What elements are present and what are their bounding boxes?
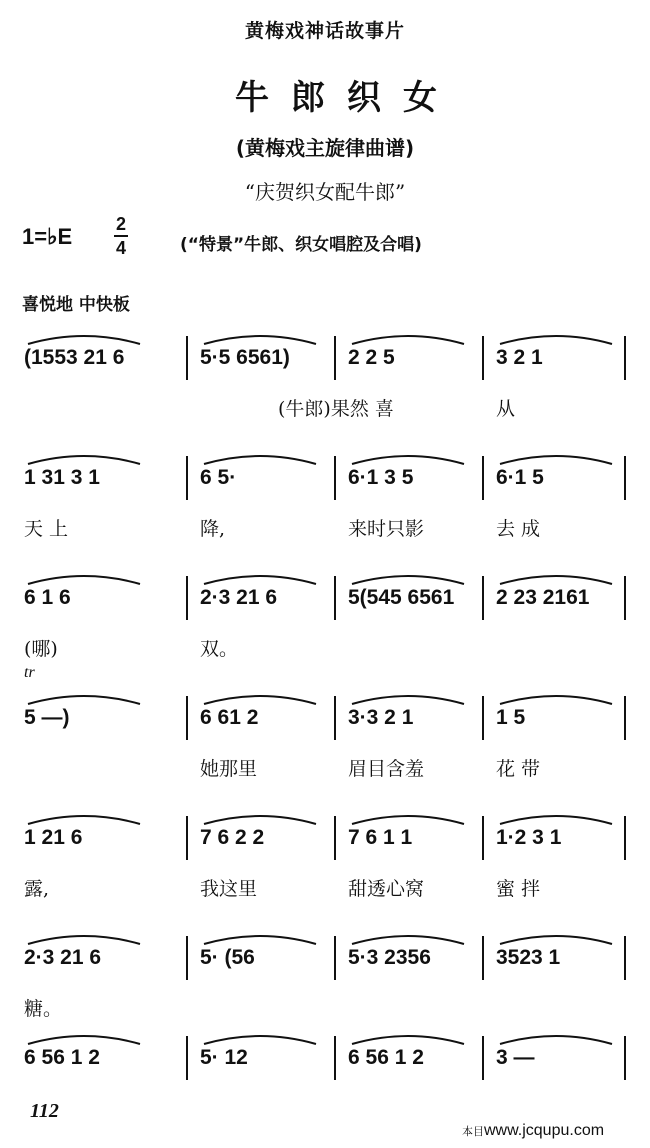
bar-line <box>482 1036 484 1080</box>
slur-marks <box>18 1030 638 1050</box>
measure-notes: 3523 1 <box>496 946 561 969</box>
measure-notes: 3 2 1 <box>496 346 543 369</box>
slur <box>28 576 140 584</box>
slur-marks <box>18 450 638 470</box>
measure-lyrics: 从 <box>496 398 516 420</box>
bar-line <box>482 576 484 620</box>
slur <box>204 816 316 824</box>
measure-lyrics: (哪) <box>24 638 58 660</box>
slur <box>500 456 612 464</box>
slur-marks <box>18 690 638 710</box>
slur <box>28 696 140 704</box>
measure-notes: 2 23 2161 <box>496 586 590 609</box>
slur <box>352 456 464 464</box>
slur <box>28 816 140 824</box>
bar-line <box>624 456 626 500</box>
measure-notes: 1 31 3 1 <box>24 466 100 489</box>
key-signature: 1=♭E <box>22 224 73 249</box>
slur <box>204 936 316 944</box>
measure-lyrics: 甜透心窝 <box>348 878 425 900</box>
bar-line <box>482 456 484 500</box>
slur <box>500 696 612 704</box>
measure-lyrics: 眉目含羞 <box>348 758 425 780</box>
measure-lyrics: 蜜 拌 <box>496 878 541 900</box>
score-line <box>18 330 638 420</box>
scene-title: “庆贺织女配牛郎” <box>244 180 406 204</box>
slur <box>204 1036 316 1044</box>
measure-notes: 5 —) <box>24 706 70 729</box>
measure-lyrics: 她那里 <box>200 758 258 780</box>
bar-line <box>482 336 484 380</box>
bar-line <box>624 936 626 980</box>
slur <box>204 336 316 344</box>
subtitle: (黄梅戏主旋律曲谱) <box>235 136 415 160</box>
watermark-site: www.jcqupu.com <box>484 1122 605 1139</box>
trill-mark: tr <box>24 664 35 681</box>
slur <box>352 696 464 704</box>
measure-notes: 1 21 6 <box>24 826 83 849</box>
slur <box>352 1036 464 1044</box>
bar-line <box>482 696 484 740</box>
bar-line <box>186 936 188 980</box>
score-line <box>18 664 638 780</box>
slur <box>500 576 612 584</box>
measure-notes: 7 6 2 2 <box>200 826 265 849</box>
slur <box>204 456 316 464</box>
measure-notes: 1·2 3 1 <box>496 826 562 849</box>
bar-line <box>334 456 336 500</box>
bar-line <box>624 1036 626 1080</box>
score-line <box>18 930 638 1020</box>
score-line <box>18 810 638 900</box>
measure-lyrics: 来时只影 <box>348 518 425 540</box>
bar-line <box>334 336 336 380</box>
measure-notes: 2·3 21 6 <box>200 586 278 609</box>
bar-line <box>186 456 188 500</box>
bar-line <box>624 576 626 620</box>
bar-line <box>186 336 188 380</box>
slur <box>28 456 140 464</box>
bar-line <box>334 936 336 980</box>
measure-notes: (1553 21 6 <box>24 346 125 369</box>
measure-notes: 2 2 5 <box>348 346 395 369</box>
time-bottom: 4 <box>115 238 126 258</box>
slur <box>352 936 464 944</box>
measure-notes: 5· 12 <box>200 1046 248 1069</box>
measure-lyrics: 去 成 <box>496 518 541 540</box>
measure-lyrics: 露, <box>24 878 50 900</box>
series-title: 黄梅戏神话故事片 <box>244 20 405 42</box>
slur <box>500 936 612 944</box>
bar-line <box>334 816 336 860</box>
time-top: 2 <box>115 214 126 234</box>
bar-line <box>334 1036 336 1080</box>
page-title: 牛郎织女 <box>235 78 459 118</box>
measure-notes: 6 61 2 <box>200 706 259 729</box>
page-number: 112 <box>30 1100 59 1122</box>
measure-notes: 5·5 6561) <box>200 346 290 369</box>
bar-line <box>186 1036 188 1080</box>
measure-notes: 6 56 1 2 <box>24 1046 100 1069</box>
measure-lyrics: 我这里 <box>200 878 258 900</box>
slur <box>352 816 464 824</box>
bar-line <box>482 936 484 980</box>
slur <box>28 1036 140 1044</box>
slur <box>28 936 140 944</box>
time-signature <box>114 214 128 258</box>
slur <box>204 696 316 704</box>
measure-notes: 5(545 6561 <box>348 586 455 609</box>
bar-line <box>624 336 626 380</box>
time-divider <box>114 235 128 237</box>
slur <box>28 336 140 344</box>
slur <box>352 576 464 584</box>
measure-notes: 3·3 2 1 <box>348 706 414 729</box>
measure-notes: 1 5 <box>496 706 526 729</box>
tempo-marking: 喜悦地 中快板 <box>22 295 130 315</box>
bar-line <box>482 816 484 860</box>
slur <box>352 336 464 344</box>
performance-note: (“特景”牛郎、织女唱腔及合唱) <box>180 235 422 255</box>
measure-notes: 6·1 3 5 <box>348 466 414 489</box>
measure-lyrics: (牛郎)果然 喜 <box>278 398 394 420</box>
bar-line <box>624 816 626 860</box>
bar-line <box>624 696 626 740</box>
bar-line <box>186 696 188 740</box>
watermark-prefix: 本目 <box>462 1126 484 1138</box>
measure-notes: 3 — <box>496 1046 535 1069</box>
slur <box>500 1036 612 1044</box>
measure-notes: 6 1 6 <box>24 586 71 609</box>
measure-lyrics: 双。 <box>200 638 239 660</box>
measure-notes: 5·3 2356 <box>348 946 431 969</box>
measure-lyrics: 降, <box>200 518 226 540</box>
score-line <box>18 570 638 660</box>
measure-notes: 6 5· <box>200 466 237 489</box>
bar-line <box>334 576 336 620</box>
measure-notes: 2·3 21 6 <box>24 946 102 969</box>
measure-notes: 6·1 5 <box>496 466 544 489</box>
slur <box>204 576 316 584</box>
score-line <box>18 450 638 540</box>
slur <box>500 336 612 344</box>
measure-notes: 7 6 1 1 <box>348 826 413 849</box>
measure-lyrics: 糖。 <box>24 998 63 1020</box>
measure-notes: 5· (56 <box>200 946 255 969</box>
bar-line <box>334 696 336 740</box>
bar-line <box>186 816 188 860</box>
watermark <box>462 1122 604 1140</box>
score-line <box>18 1030 638 1114</box>
bar-line <box>186 576 188 620</box>
measure-lyrics: 花 带 <box>496 758 541 780</box>
measure-lyrics: 天 上 <box>24 518 69 540</box>
slur <box>500 816 612 824</box>
measure-notes: 6 56 1 2 <box>348 1046 424 1069</box>
